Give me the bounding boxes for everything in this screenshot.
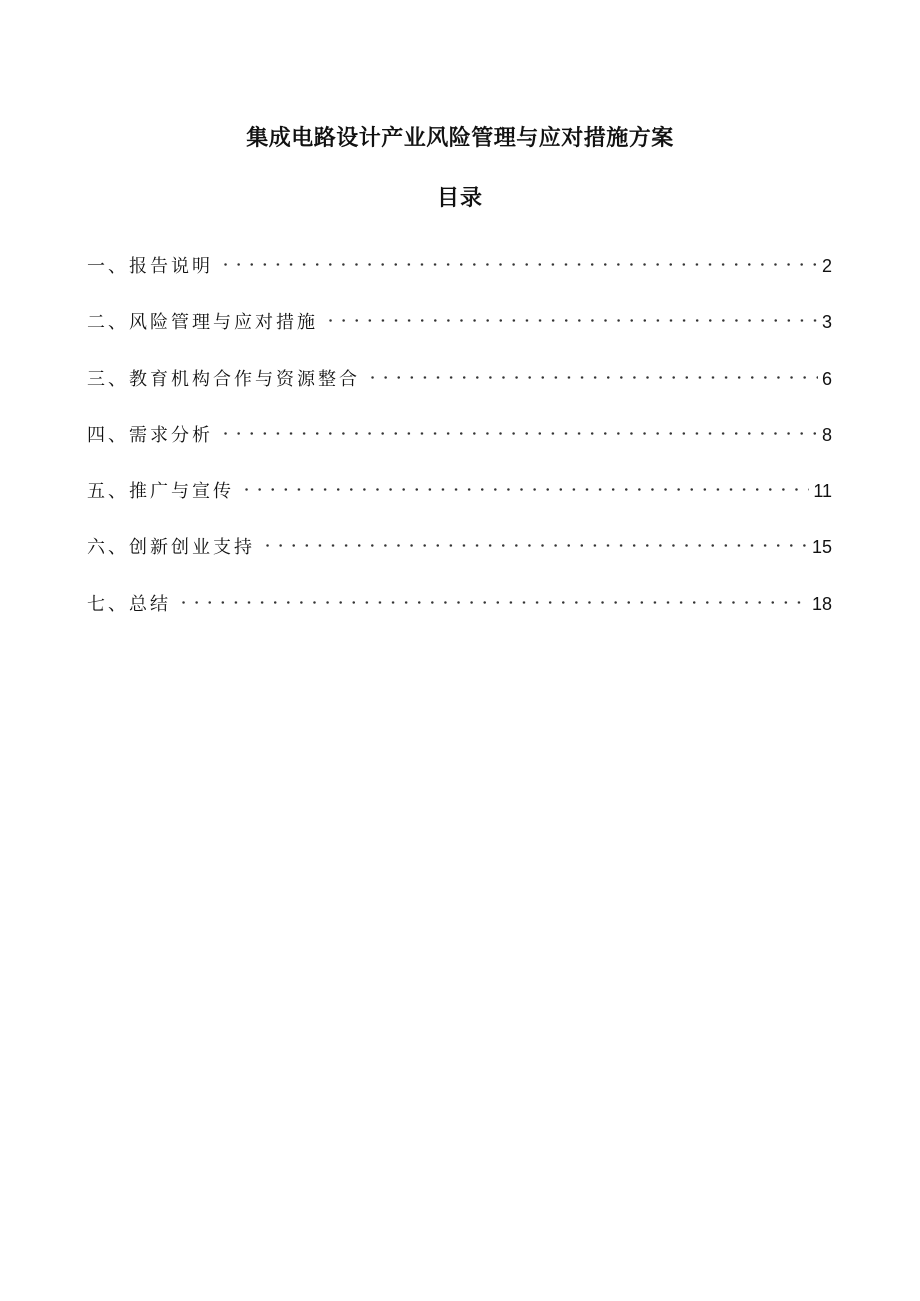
toc-heading: 目录 [436, 186, 483, 211]
toc-entry-education-cooperation[interactable] [87, 355, 832, 411]
toc-page-number: 2 [821, 256, 832, 276]
toc-dot-leader [219, 242, 818, 272]
toc-entry-label: 六、创新创业支持 [87, 537, 255, 559]
document-title: 集成电路设计产业风险管理与应对措施方案 [246, 126, 674, 151]
toc-page-number: 11 [813, 481, 832, 502]
toc-dot-leader [219, 411, 818, 441]
toc-dot-leader [177, 580, 808, 610]
toc-page-number: 18 [811, 593, 832, 614]
toc-dot-leader [240, 467, 809, 497]
toc-page-number: 8 [821, 424, 832, 445]
toc-entry-summary[interactable] [87, 580, 832, 636]
toc-entry-demand-analysis[interactable] [87, 411, 832, 467]
toc-dot-leader [324, 298, 818, 328]
toc-dot-leader [261, 523, 808, 553]
toc-entry-label: 四、需求分析 [87, 424, 213, 446]
toc-entry-label: 五、推广与宣传 [87, 481, 234, 503]
toc-entry-label: 七、总结 [87, 593, 171, 615]
toc-page-number: 6 [821, 368, 832, 389]
toc-page-number: 15 [811, 537, 832, 558]
toc-dot-leader [366, 355, 818, 385]
toc-entry-label: 二、风险管理与应对措施 [87, 312, 318, 334]
toc-entry-innovation-support[interactable] [87, 523, 832, 579]
toc-entry-risk-management[interactable] [87, 298, 832, 354]
table-of-contents [87, 242, 832, 636]
toc-entry-report-description[interactable] [87, 242, 832, 298]
toc-entry-promotion[interactable] [87, 467, 832, 523]
toc-entry-label: 一、报告说明 [87, 256, 213, 277]
toc-page-number: 3 [821, 312, 832, 333]
toc-entry-label: 三、教育机构合作与资源整合 [87, 368, 360, 390]
